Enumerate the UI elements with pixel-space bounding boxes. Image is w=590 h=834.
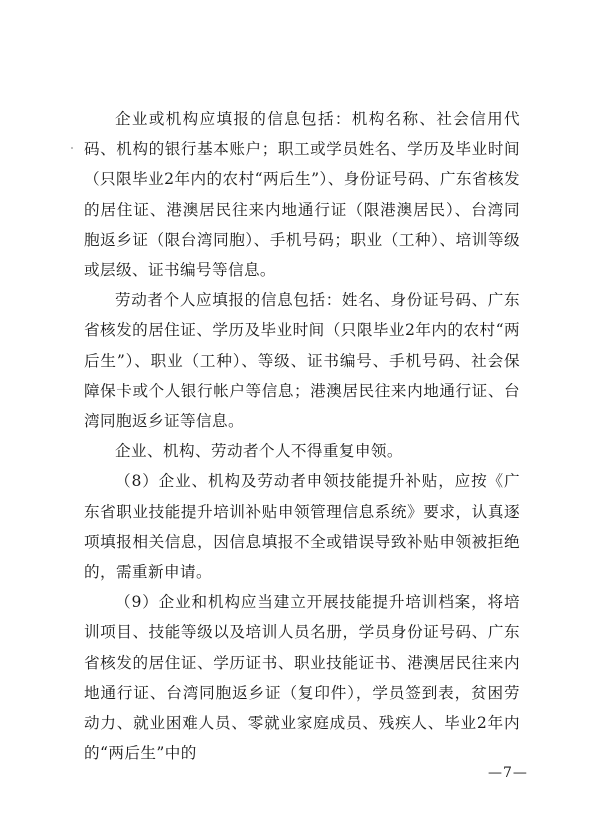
paragraph-no-duplicate-claim: 企业、机构、劳动者个人不得重复申领。 bbox=[115, 442, 403, 461]
paragraph-enterprise-info: 企业或机构应填报的信息包括：机构名称、社会信用代码、机构的银行基本账户；职工或学员姓名、学历及毕业时间（只限毕业2年内的农村“两后生”）、身份证号码、广东省核发的居住证、港澳居民往来内地通行证（限港澳居民）、台湾同胞返乡证（限台湾同胞）、手机号码；职业（工种）、培训等级或层级、证书编号等信息。 bbox=[84, 110, 520, 280]
document-body bbox=[84, 104, 520, 768]
paragraph-item-9: （9）企业和机构应当建立开展技能提升培训档案，将培训项目、技能等级以及培训人员名册，学员身份证号码、广东省核发的居住证、学历证书、职业技能证书、港澳居民往来内地通行证、台湾同胞返乡证（复印件），学员签到表，贫困劳动力、就业困难人员、零就业家庭成员、残疾人、毕业2年内的“两后生”中的 bbox=[84, 593, 520, 763]
paragraph-worker-info: 劳动者个人应填报的信息包括：姓名、身份证号码、广东省核发的居住证、学历及毕业时间（只限毕业2年内的农村“两后生”）、职业（工种）、等级、证书编号、手机号码、社会保障保卡或个人银行帐户等信息；港澳居民往来内地通行证、台湾同胞返乡证等信息。 bbox=[84, 291, 520, 431]
scan-speck bbox=[71, 147, 73, 149]
paragraph-item-8: （8）企业、机构及劳动者申领技能提升补贴，应按《广东省职业技能提升培训补贴申领管理信息系统》要求，认真逐项填报相关信息，因信息填报不全或错误导致补贴申领被拒绝的，需重新申请。 bbox=[84, 472, 520, 582]
page-number: —7— bbox=[488, 765, 528, 781]
